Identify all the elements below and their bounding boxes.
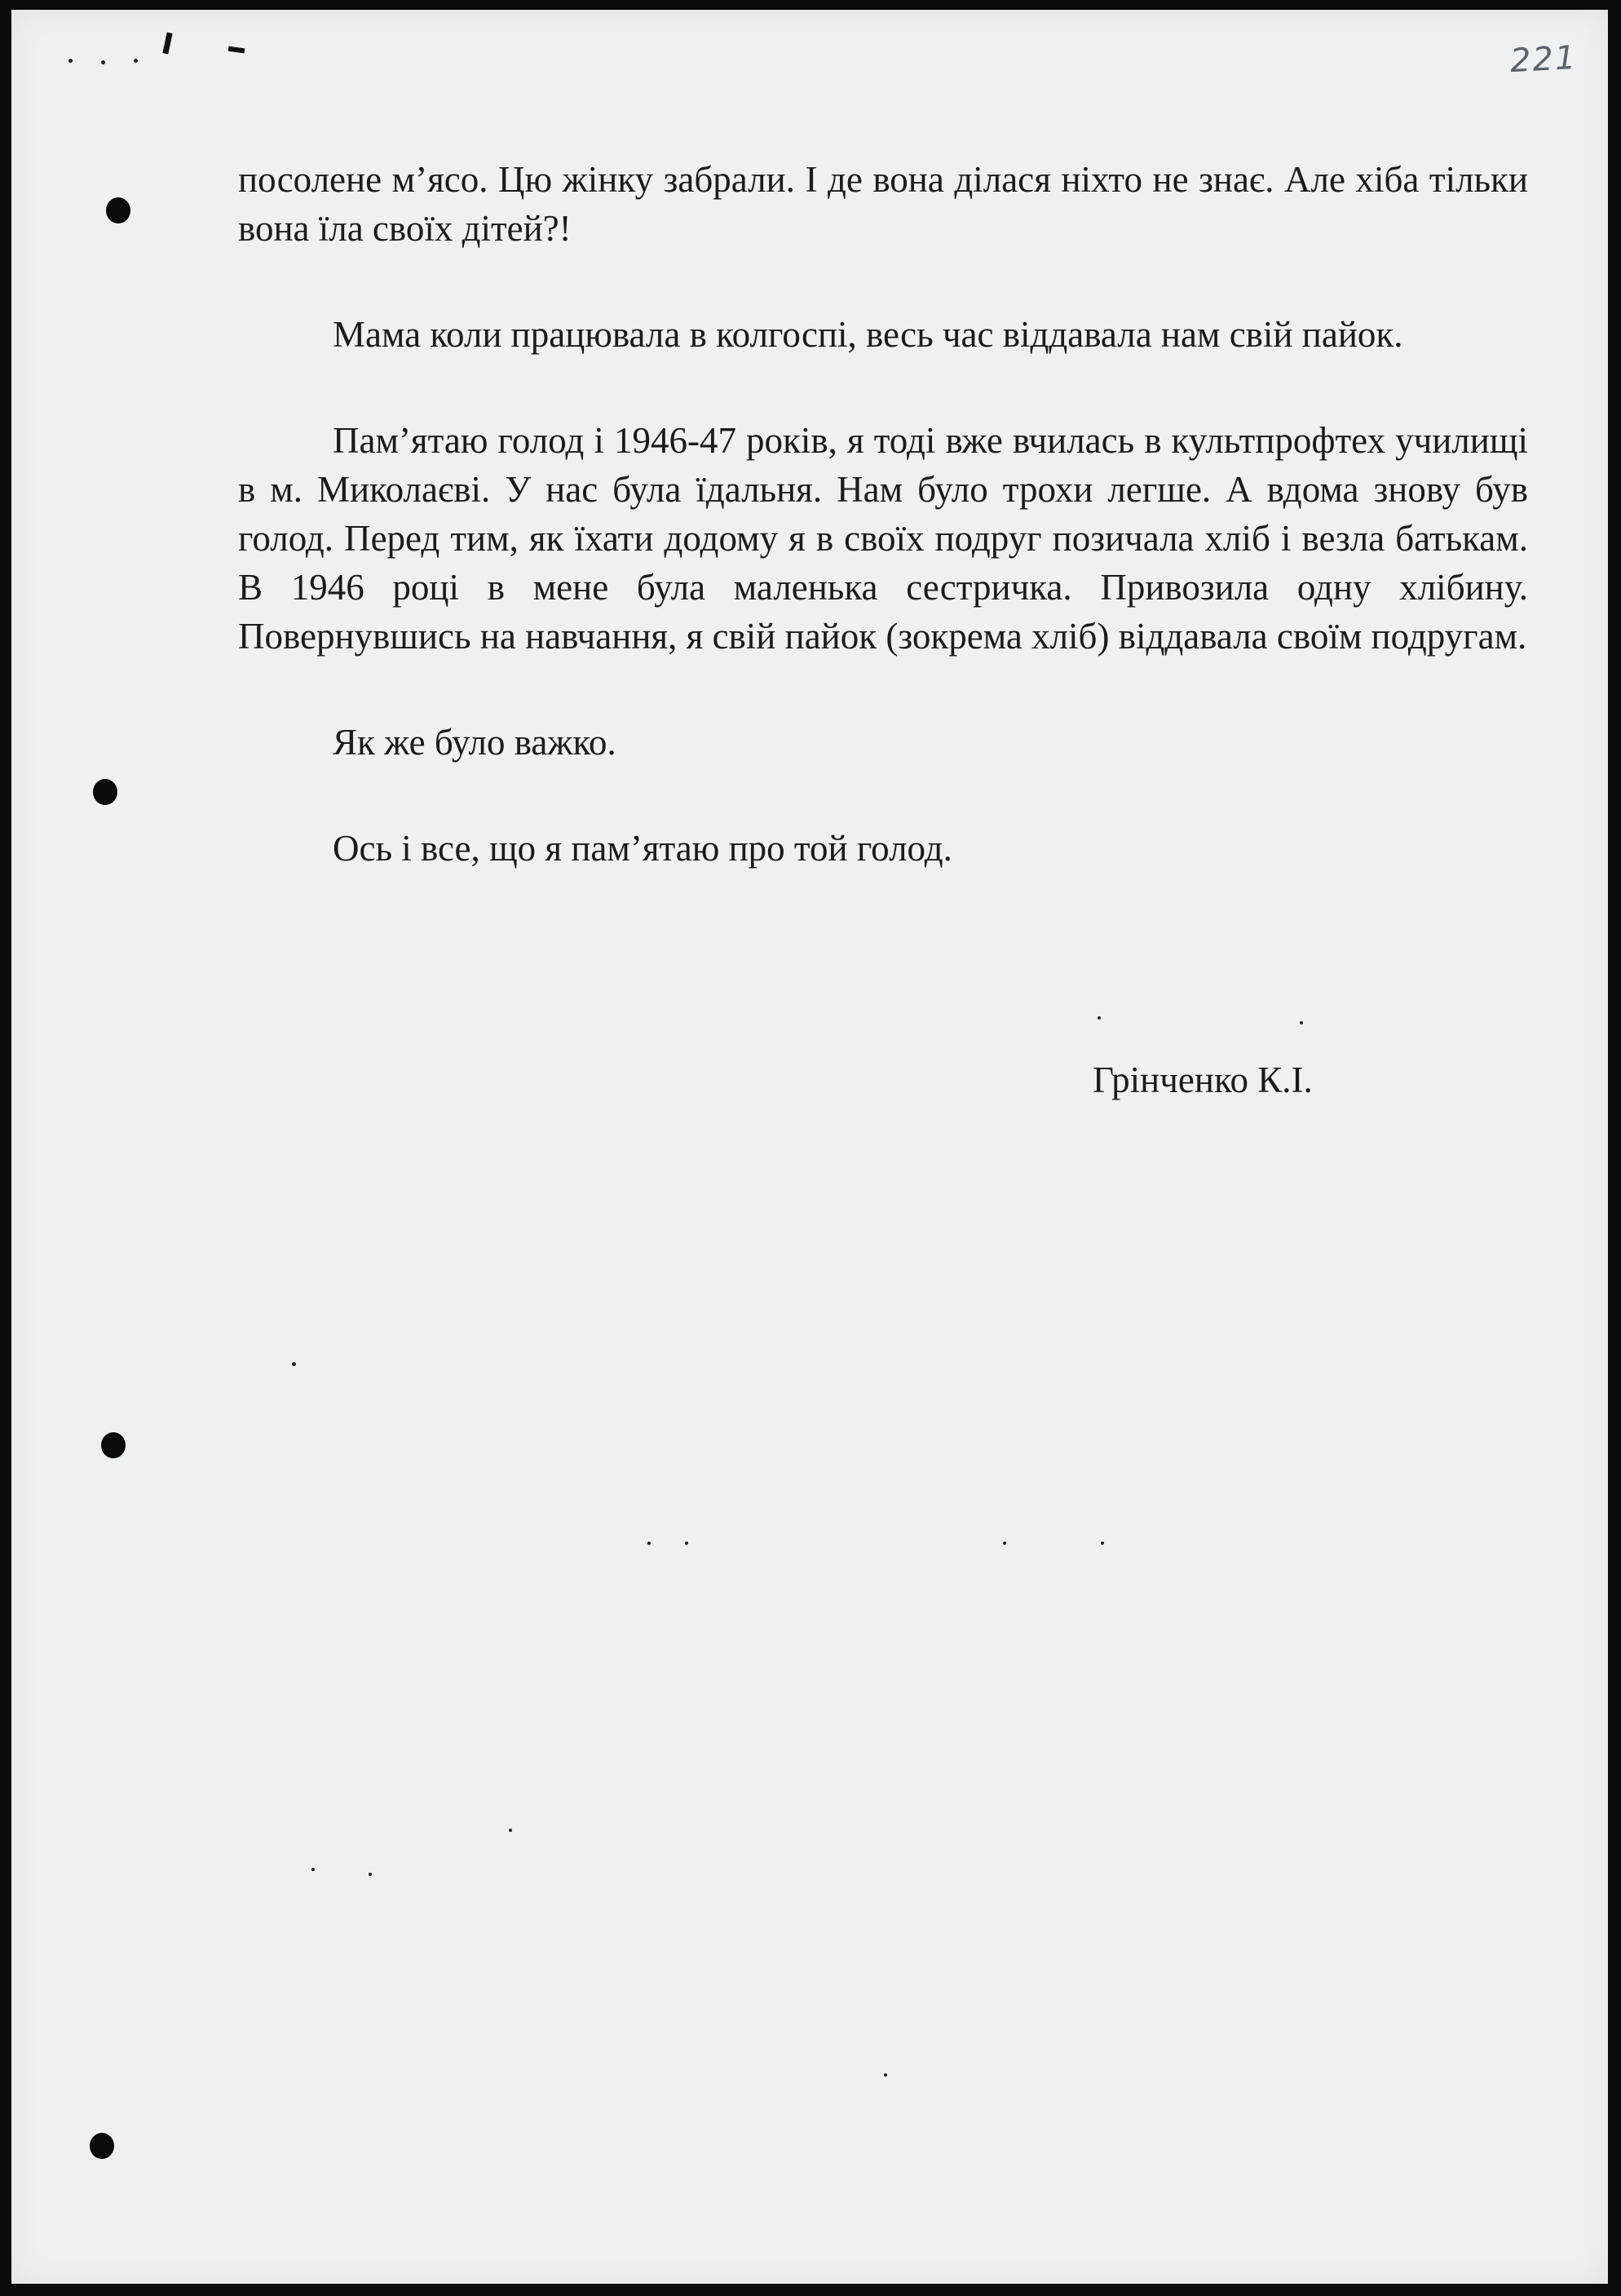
ink-mark	[228, 46, 245, 54]
dust-speck	[292, 1362, 296, 1366]
dust-speck	[647, 1542, 651, 1545]
paragraph: посолене м’ясо. Цю жінку забрали. І де вона ділася ніхто не знає. Але хіба тільки вона їла своїх дітей?!	[238, 159, 1528, 249]
page-number: 221	[1508, 38, 1579, 81]
punch-hole-icon	[90, 2133, 114, 2159]
dust-speck	[369, 1873, 372, 1876]
dust-speck	[509, 1829, 512, 1832]
dust-speck	[134, 59, 138, 63]
dust-speck	[1098, 1016, 1101, 1020]
punch-hole-icon	[106, 197, 130, 223]
dust-speck	[1003, 1542, 1006, 1545]
paragraph: Пам’ятаю голод і 1946-47 років, я тоді вже вчилась в культпрофтех училищі в м. Миколаєві. У нас була їдальня. Нам було трохи легше. А вдома знову був голод. Перед тим, як їхати додому я в своїх подруг позичала хліб і везла батькам. В 1946 році в мене була маленька сестричка. Привозила одну хлібину. Повернувшись на навчання, я свій пайок (зокрема хліб) віддавала своїм подругам.	[238, 420, 1528, 657]
paragraph: Ось і все, що я пам’ятаю про той голод.	[333, 828, 952, 869]
dust-speck	[68, 59, 73, 63]
dust-speck	[685, 1542, 688, 1545]
paragraph: Як же було важко.	[333, 722, 616, 763]
letter-body	[238, 155, 1528, 930]
dust-speck	[884, 2073, 887, 2077]
signature-name: Грінченко К.І.	[1093, 1060, 1313, 1100]
paragraph: Мама коли працювала в колгоспі, весь час віддавала нам свій пайок.	[333, 314, 1403, 355]
punch-hole-icon	[93, 779, 117, 805]
dust-speck	[1300, 1021, 1303, 1024]
dust-speck	[1101, 1542, 1104, 1545]
punch-hole-icon	[101, 1432, 126, 1458]
dust-speck	[101, 60, 105, 64]
ink-mark	[162, 33, 172, 55]
paper-sheet	[11, 10, 1608, 2284]
dust-speck	[311, 1868, 315, 1871]
